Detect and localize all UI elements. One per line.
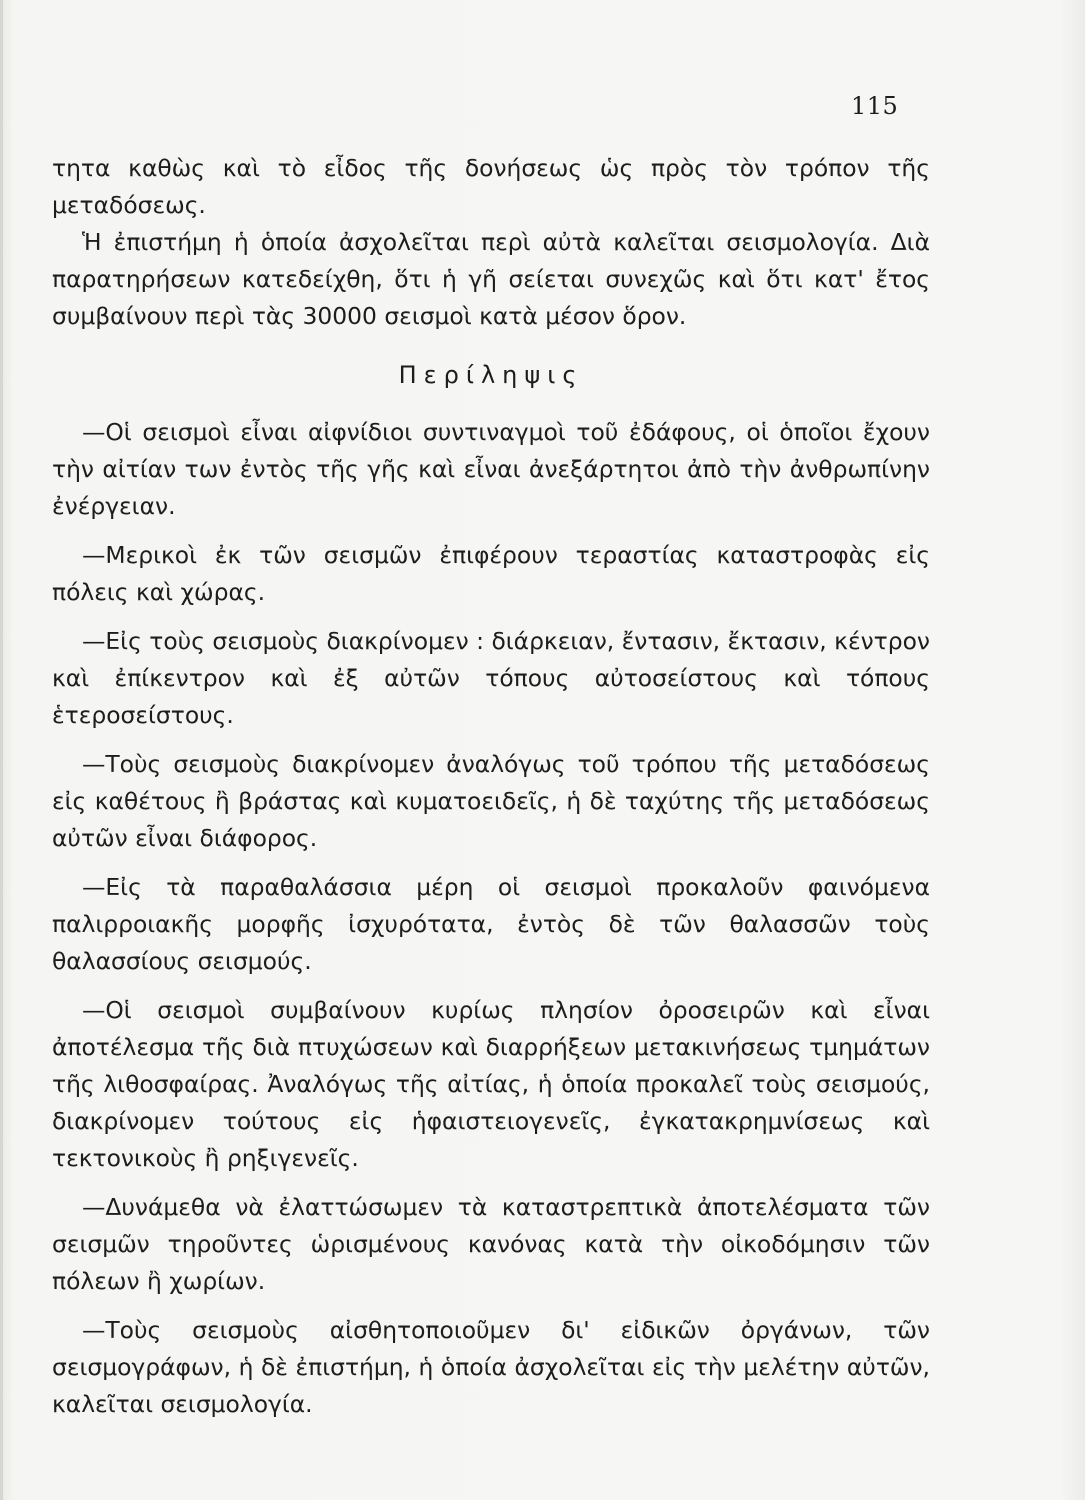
page-binding-edge — [0, 0, 3, 1500]
page-number: 115 — [851, 92, 899, 120]
summary-item: —Εἰς τὰ παραθαλάσσια μέρη οἱ σεισμοὶ προκαλοῦν φαινόμενα παλιρροιακῆς μορφῆς ἰσχυρότατα, ἐντὸς δὲ τῶν θαλασσῶν τοὺς θαλασσίους σεισμούς. — [52, 873, 930, 975]
summary-item: —Οἱ σεισμοὶ εἶναι αἰφνίδιοι συντιναγμοὶ τοῦ ἐδάφους, οἱ ὁποῖοι ἔχουν τὴν αἰτίαν των ἐντὸς τῆς γῆς καὶ εἶναι ἀνεξάρτητοι ἀπὸ τὴν ἀνθρωπίνην ἐνέργειαν. — [52, 418, 930, 520]
summary-item: —Δυνάμεθα νὰ ἐλαττώσωμεν τὰ καταστρεπτικὰ ἀποτελέσματα τῶν σεισμῶν τηροῦντες ὡρισμένους κανόνας κατὰ τὴν οἰκοδόμησιν τῶν πόλεων ἢ χωρίων. — [52, 1193, 930, 1295]
summary-item: —Μερικοὶ ἐκ τῶν σεισμῶν ἐπιφέρουν τεραστίας καταστροφὰς εἰς πόλεις καὶ χώρας. — [52, 541, 930, 606]
summary-item: —Τοὺς σεισμοὺς διακρίνομεν ἀναλόγως τοῦ τρόπου τῆς μεταδόσεως εἰς καθέτους ἢ βράστας καὶ κυματοειδεῖς, ἡ δὲ ταχύτης τῆς μεταδόσεως αὐτῶν εἶναι διάφορος. — [52, 750, 930, 852]
continued-paragraph: τητα καθὼς καὶ τὸ εἶδος τῆς δονήσεως ὡς πρὸς τὸν τρόπον τῆς μεταδόσεως. — [52, 154, 930, 219]
summary-heading: Περίληψις — [398, 361, 584, 389]
summary-item: —Τοὺς σεισμοὺς αἰσθητοποιοῦμεν δι' εἰδικῶν ὀργάνων, τῶν σεισμογράφων, ἡ δὲ ἐπιστήμη, ἡ ὁποία ἀσχολεῖται εἰς τὴν μελέτην αὐτῶν, καλεῖται σεισμολογία. — [52, 1316, 930, 1418]
seismology-paragraph: Ἡ ἐπιστήμη ἡ ὁποία ἀσχολεῖται περὶ αὐτὰ καλεῖται σεισμολογία. Διὰ παρατηρήσεων κατεδείχθη, ὅτι ἡ γῆ σείεται συνεχῶς καὶ ὅτι κατ' ἔτος συμβαίνουν περὶ τὰς 30000 σεισμοὶ κατὰ μέσον ὅρον. — [52, 228, 930, 330]
summary-item: —Οἱ σεισμοὶ συμβαίνουν κυρίως πλησίον ὀροσειρῶν καὶ εἶναι ἀποτέλεσμα τῆς διὰ πτυχώσεων καὶ διαρρήξεων μετακινήσεως τμημάτων τῆς λιθοσφαίρας. Ἀναλόγως τῆς αἰτίας, ἡ ὁποία προκαλεῖ τοὺς σεισμούς, διακρίνομεν τούτους εἰς ἡφαιστειογενεῖς, ἐγκατακρημνίσεως καὶ τεκτονικοὺς ἢ ρηξιγενεῖς. — [52, 996, 930, 1172]
page-body — [52, 150, 930, 1423]
summary-item: —Εἰς τοὺς σεισμοὺς διακρίνομεν : διάρκειαν, ἔντασιν, ἔκτασιν, κέντρον καὶ ἐπίκεντρον καὶ ἐξ αὐτῶν τόπους αὐτοσείστους καὶ τόπους ἑτεροσείστους. — [52, 627, 930, 729]
